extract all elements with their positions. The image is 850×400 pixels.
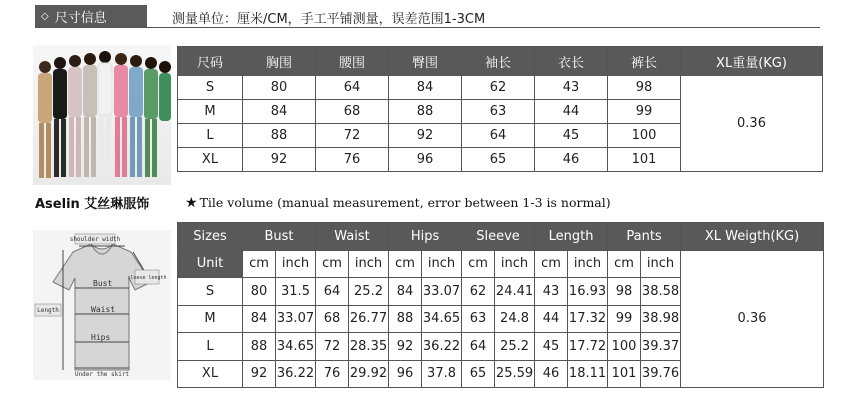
table-cell: 17.32 xyxy=(568,305,608,333)
header-divider xyxy=(35,27,820,28)
table-cell: 92 xyxy=(243,148,316,172)
sleeve-label: sleeve length xyxy=(127,275,167,281)
shoulder-label: shoulder width xyxy=(69,236,121,243)
table-cell: 45 xyxy=(535,124,608,148)
unit-cell: cm xyxy=(316,250,349,278)
table-cell: 63 xyxy=(462,305,495,333)
length-label: Length xyxy=(37,307,59,314)
table-cell: 99 xyxy=(608,100,681,124)
table-cell: 38.98 xyxy=(641,305,681,333)
header-cell: Bust xyxy=(243,223,316,251)
unit-cell: cm xyxy=(243,250,276,278)
table-cell: 44 xyxy=(535,305,568,333)
bust-label: Bust xyxy=(93,279,113,288)
table-cell: 26.77 xyxy=(349,305,389,333)
table-cell: 100 xyxy=(608,333,641,361)
table-cell: 24.8 xyxy=(495,305,535,333)
table-cell: 28.35 xyxy=(349,333,389,361)
table-cell: 88 xyxy=(243,333,276,361)
header-cell: 尺码 xyxy=(178,47,243,76)
table-cell: 62 xyxy=(462,278,495,306)
header-cell: Pants xyxy=(608,223,681,251)
waist-label: Waist xyxy=(91,305,116,314)
unit-cell: inch xyxy=(568,250,608,278)
table-cell: 43 xyxy=(535,278,568,306)
table-cell: 92 xyxy=(389,124,462,148)
header-cell: 臀围 xyxy=(389,47,462,76)
unit-cell: inch xyxy=(349,250,389,278)
table-cell: 38.58 xyxy=(641,278,681,306)
unit-cell: cm xyxy=(535,250,568,278)
table-cell: 76 xyxy=(316,148,389,172)
header-cell: 裤长 xyxy=(608,47,681,76)
table-cell: 39.76 xyxy=(641,360,681,388)
garment-diagram xyxy=(33,230,171,380)
table-cell: 84 xyxy=(243,305,276,333)
table-cell: 36.22 xyxy=(276,360,316,388)
table-cell: 34.65 xyxy=(422,305,462,333)
table-cell: 92 xyxy=(243,360,276,388)
star-icon: ★ xyxy=(185,195,198,211)
header-cell: 袖长 xyxy=(462,47,535,76)
table-header-row xyxy=(178,47,823,76)
table-cell: 84 xyxy=(389,278,422,306)
header-cell: 胸围 xyxy=(243,47,316,76)
table-cell: 34.65 xyxy=(276,333,316,361)
table-cell: S xyxy=(178,76,243,100)
header-cell: XL Weigth(KG) xyxy=(681,223,824,251)
table-cell: 33.07 xyxy=(276,305,316,333)
hips-label: Hips xyxy=(91,333,111,342)
tile-volume-note xyxy=(185,195,611,211)
table-cell: 64 xyxy=(462,124,535,148)
table-cell: 39.37 xyxy=(641,333,681,361)
table-cell: 96 xyxy=(389,360,422,388)
table-cell: 31.5 xyxy=(276,278,316,306)
header-cell: Sizes xyxy=(178,223,243,251)
table-cell: 37.8 xyxy=(422,360,462,388)
unit-cell: inch xyxy=(276,250,316,278)
table-cell: 92 xyxy=(389,333,422,361)
under-skirt-label: Under the skirt xyxy=(74,371,130,378)
table-cell: 16.93 xyxy=(568,278,608,306)
table-cell: 25.2 xyxy=(349,278,389,306)
table-cell: 17.72 xyxy=(568,333,608,361)
table-cell: L xyxy=(178,124,243,148)
weight-cell: 0.36 xyxy=(681,250,824,388)
unit-row xyxy=(178,250,824,278)
table-cell: 72 xyxy=(316,333,349,361)
table-cell: 101 xyxy=(608,148,681,172)
measurement-note: 测量单位：厘米/CM，手工平铺测量，误差范围1-3CM xyxy=(172,12,486,27)
unit-label: Unit xyxy=(178,250,243,278)
unit-cell: inch xyxy=(641,250,681,278)
header-cell: Hips xyxy=(389,223,462,251)
unit-cell: inch xyxy=(422,250,462,278)
table-cell: 25.59 xyxy=(495,360,535,388)
table-cell: 18.11 xyxy=(568,360,608,388)
table-cell: 80 xyxy=(243,278,276,306)
table-cell: 44 xyxy=(535,100,608,124)
size-table-cn xyxy=(177,46,823,172)
table-cell: 36.22 xyxy=(422,333,462,361)
table-cell: M xyxy=(178,305,243,333)
table-cell: 88 xyxy=(243,124,316,148)
tile-volume-text: Tile volume (manual measurement, error between 1-3 is normal) xyxy=(199,195,611,210)
table-cell: 29.92 xyxy=(349,360,389,388)
table-cell: 76 xyxy=(316,360,349,388)
model-photo xyxy=(33,45,171,185)
unit-cell: inch xyxy=(495,250,535,278)
table-cell: 98 xyxy=(608,76,681,100)
header-cell: Sleeve xyxy=(462,223,535,251)
table-cell: L xyxy=(178,333,243,361)
table-cell: 64 xyxy=(462,333,495,361)
table-cell: 46 xyxy=(535,360,568,388)
header-cell: Length xyxy=(535,223,608,251)
table-row xyxy=(178,76,823,100)
table-cell: 65 xyxy=(462,148,535,172)
table-cell: 45 xyxy=(535,333,568,361)
table-cell: 62 xyxy=(462,76,535,100)
header-cell: XL重量(KG) xyxy=(681,47,823,76)
table-cell: 101 xyxy=(608,360,641,388)
table-cell: 88 xyxy=(389,305,422,333)
table-cell: 98 xyxy=(608,278,641,306)
table-cell: 33.07 xyxy=(422,278,462,306)
diamond-icon: ◇ xyxy=(41,10,49,22)
table-cell: M xyxy=(178,100,243,124)
table-cell: 99 xyxy=(608,305,641,333)
table-cell: 63 xyxy=(462,100,535,124)
weight-cell: 0.36 xyxy=(681,76,823,172)
table-cell: 64 xyxy=(316,76,389,100)
unit-cell: cm xyxy=(608,250,641,278)
table-cell: 100 xyxy=(608,124,681,148)
header-cell: 衣长 xyxy=(535,47,608,76)
size-info-label: 尺寸信息 xyxy=(54,10,107,26)
table-cell: 68 xyxy=(316,100,389,124)
size-table-en xyxy=(177,222,824,388)
table-cell: 96 xyxy=(389,148,462,172)
table-cell: 80 xyxy=(243,76,316,100)
table-cell: 43 xyxy=(535,76,608,100)
table-cell: S xyxy=(178,278,243,306)
table-header-row xyxy=(178,223,824,251)
header-cell: Waist xyxy=(316,223,389,251)
table-cell: 72 xyxy=(316,124,389,148)
table-cell: 24.41 xyxy=(495,278,535,306)
unit-cell: cm xyxy=(462,250,495,278)
table-cell: 65 xyxy=(462,360,495,388)
table-cell: 84 xyxy=(243,100,316,124)
table-cell: 68 xyxy=(316,305,349,333)
table-cell: 88 xyxy=(389,100,462,124)
size-info-badge xyxy=(35,5,147,27)
brand-name: Aselin 艾丝琳服饰 xyxy=(35,197,150,212)
table-cell: 25.2 xyxy=(495,333,535,361)
table-cell: 84 xyxy=(389,76,462,100)
unit-cell: cm xyxy=(389,250,422,278)
table-cell: XL xyxy=(178,148,243,172)
header-cell: 腰围 xyxy=(316,47,389,76)
table-cell: XL xyxy=(178,360,243,388)
table-cell: 64 xyxy=(316,278,349,306)
table-cell: 46 xyxy=(535,148,608,172)
